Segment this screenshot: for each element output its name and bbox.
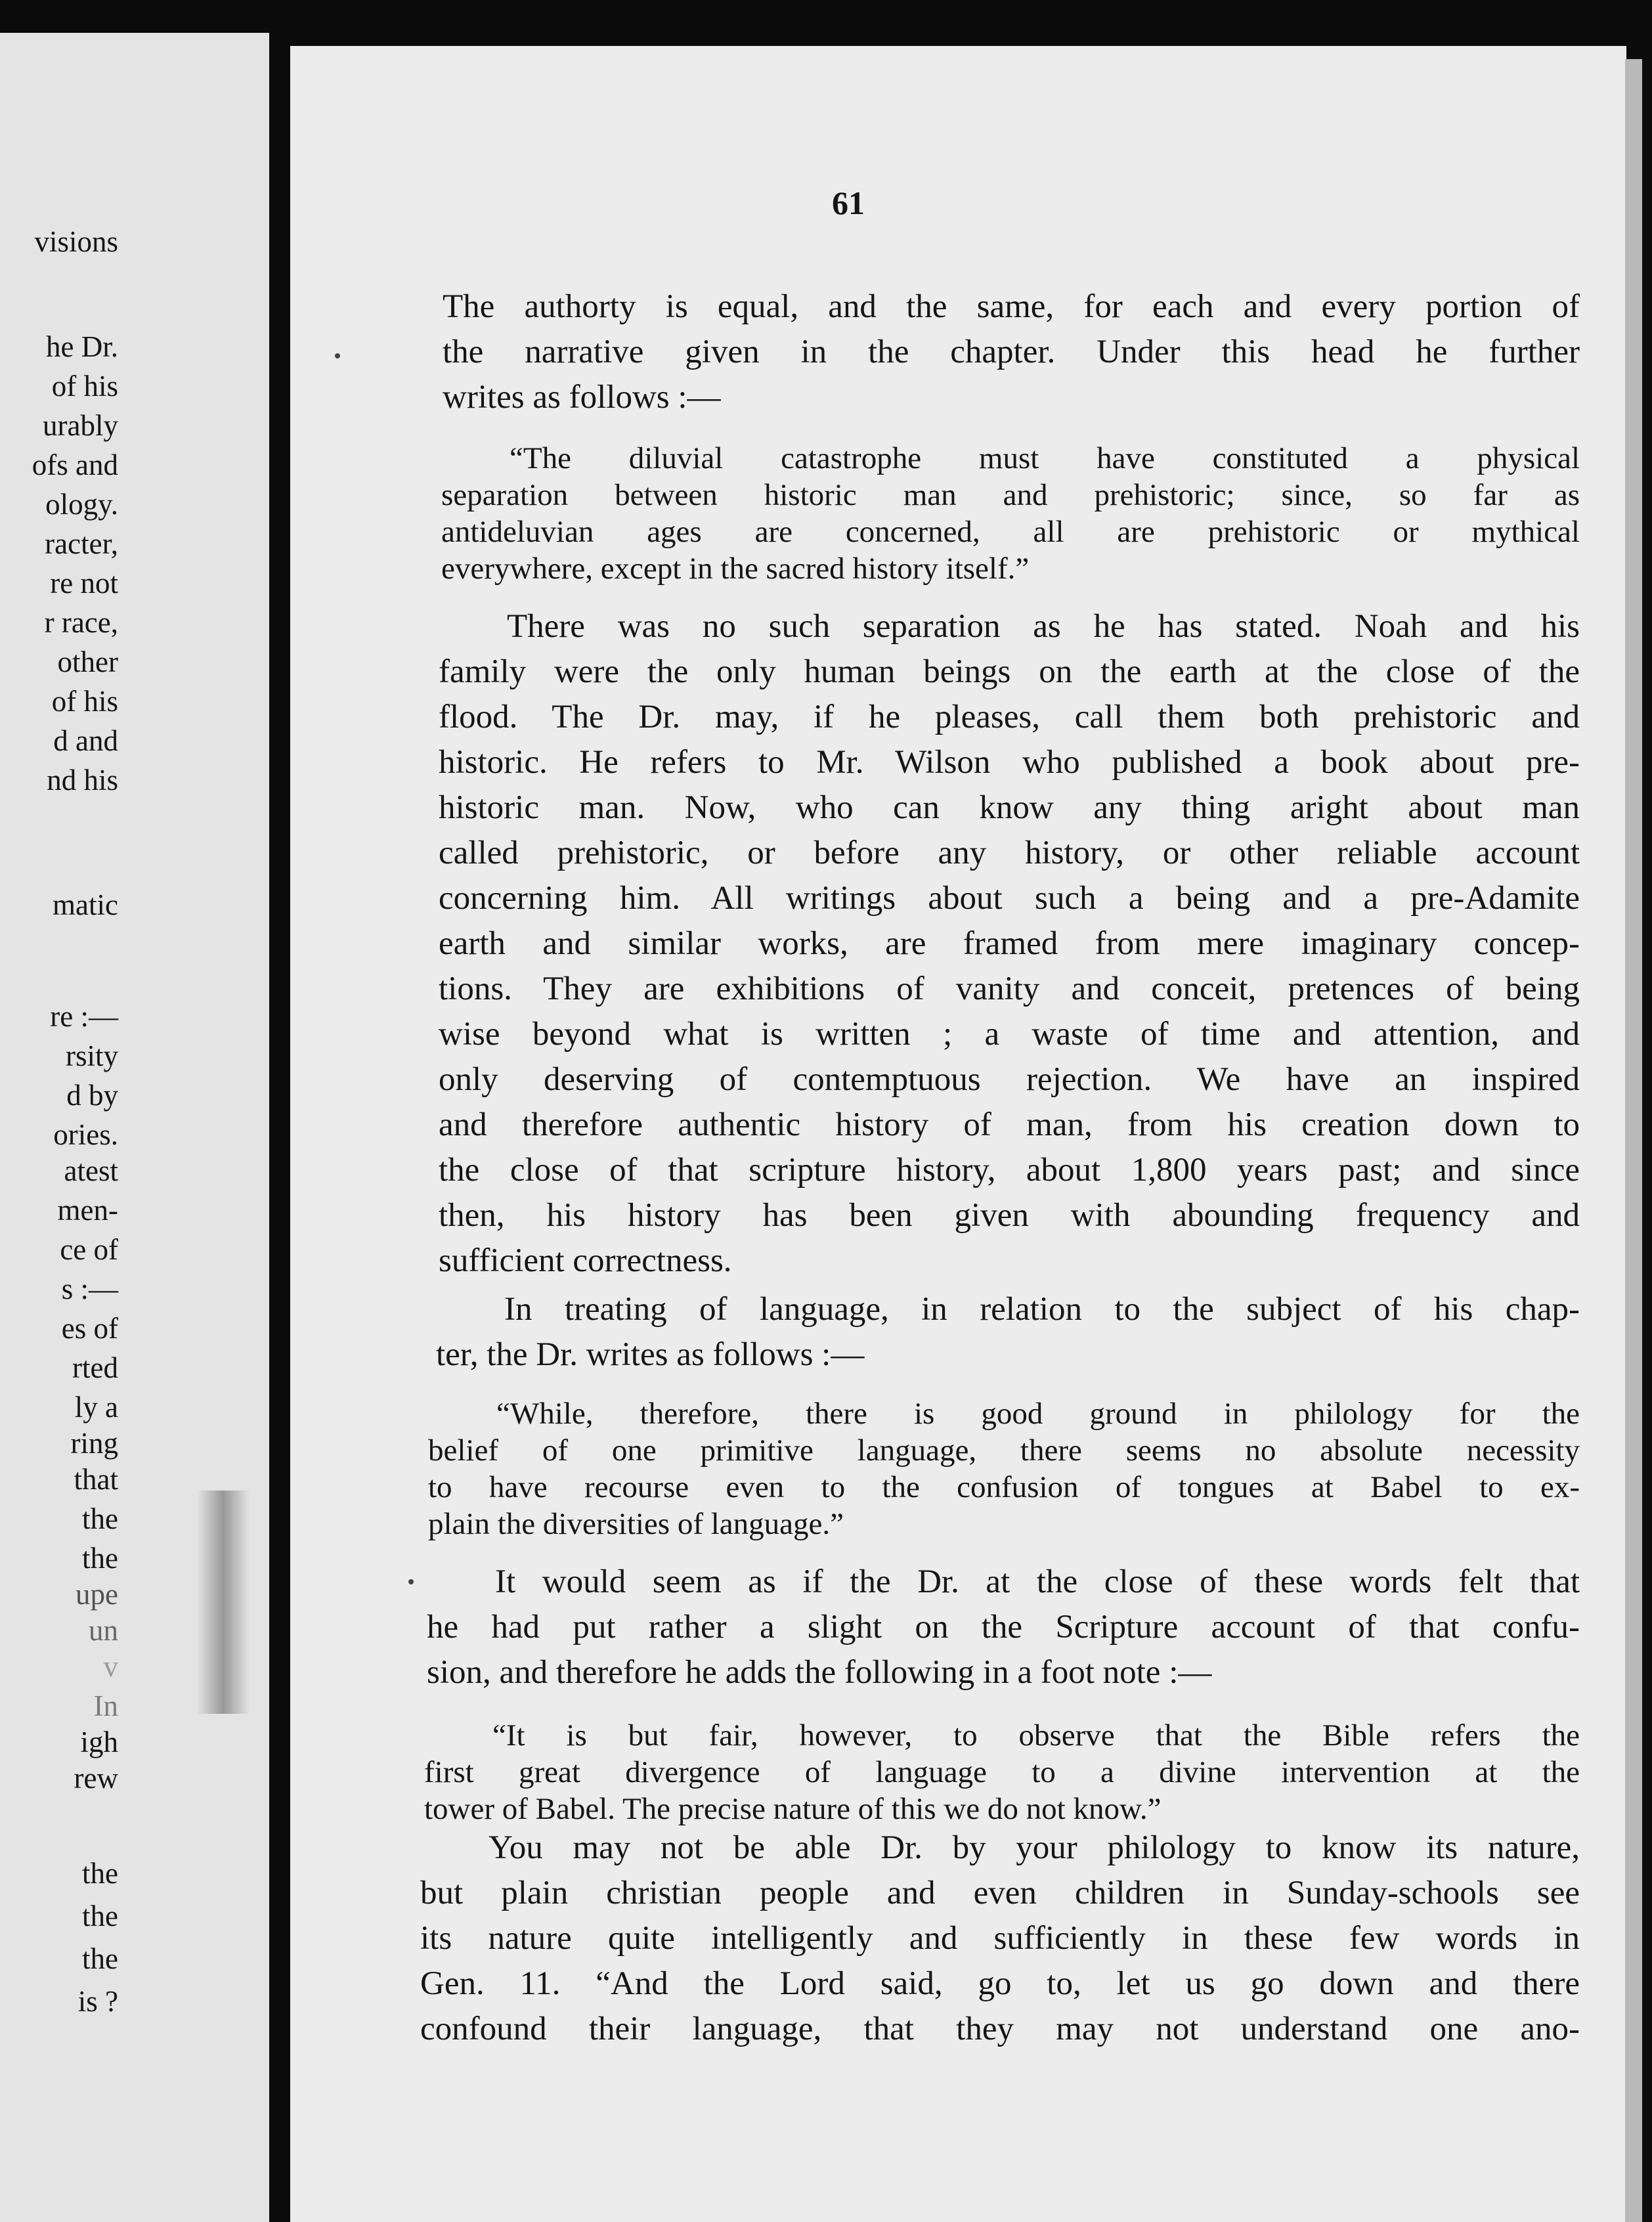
quote-philology bbox=[428, 1395, 1580, 1542]
left-page-fragment: ring bbox=[70, 1427, 118, 1460]
left-page-fragment: the bbox=[82, 1502, 118, 1535]
text-line: writes as follows :— bbox=[443, 379, 721, 416]
text-line: confound their language, that they may not understand one ano- bbox=[420, 2011, 1580, 2047]
text-line: sion, and therefore he adds the following in a foot note :— bbox=[427, 1654, 1212, 1691]
text-line: separation between historic man and prehistoric; since, so far as bbox=[441, 478, 1580, 512]
left-page-fragment: d by bbox=[66, 1079, 118, 1112]
text-line: “While, therefore, there is good ground in philology for the bbox=[496, 1397, 1580, 1431]
text-line: everywhere, except in the sacred history itself.” bbox=[441, 552, 1030, 586]
gutter-shadow bbox=[197, 1491, 250, 1714]
text-line: the narrative given in the chapter. Under this head he further bbox=[443, 334, 1580, 370]
left-page-fragment: the bbox=[82, 1942, 118, 1975]
left-page-fragment: the bbox=[82, 1857, 118, 1890]
text-line: sufficient correctness. bbox=[439, 1242, 732, 1279]
text-line: earth and similar works, are framed from mere imaginary concep- bbox=[439, 925, 1580, 962]
text-line: You may not be able Dr. by your philology to know its nature, bbox=[489, 1829, 1580, 1866]
left-page-fragment: ology. bbox=[45, 488, 118, 521]
text-line: wise beyond what is written ; a waste of time and attention, and bbox=[439, 1016, 1580, 1053]
left-page-fragment: ce of bbox=[60, 1233, 118, 1266]
text-line: antideluvian ages are concerned, all are prehistoric or mythical bbox=[441, 515, 1580, 549]
left-page-fragment: d and bbox=[53, 724, 118, 757]
text-line: tions. They are exhibitions of vanity and conceit, pretences of being bbox=[439, 970, 1580, 1007]
text-line: historic. He refers to Mr. Wilson who published a book about pre- bbox=[439, 744, 1580, 781]
left-page-fragment: racter, bbox=[45, 527, 118, 560]
left-page-fragment: he Dr. bbox=[46, 330, 118, 363]
left-page-fragment: that bbox=[74, 1463, 118, 1496]
left-page-fragment: ories. bbox=[53, 1118, 118, 1151]
left-page-fragment: igh bbox=[80, 1726, 118, 1758]
left-page-fragment: is ? bbox=[77, 1985, 118, 2018]
quote-bible bbox=[424, 1717, 1580, 1827]
left-page-fragment: men- bbox=[57, 1194, 118, 1227]
left-page-fragment: In bbox=[93, 1689, 118, 1722]
paragraph-language bbox=[436, 1287, 1580, 1378]
left-page-fragment: r race, bbox=[44, 606, 118, 639]
left-page-fragment: es of bbox=[61, 1312, 118, 1345]
left-page-fragment: of his bbox=[51, 370, 118, 403]
text-line: family were the only human beings on the earth at the close of the bbox=[439, 653, 1580, 690]
text-line: but plain christian people and even children in Sunday-schools see bbox=[420, 1875, 1580, 1911]
left-page-fragment: ofs and bbox=[32, 448, 118, 481]
text-line: plain the diversities of language.” bbox=[428, 1507, 844, 1541]
paragraph-nature bbox=[420, 1825, 1580, 2052]
text-line: “The diluvial catastrophe must have constituted a physical bbox=[510, 441, 1580, 475]
left-page-fragment: of his bbox=[51, 685, 118, 718]
text-line: only deserving of contemptuous rejection. We have an inspired bbox=[439, 1061, 1580, 1098]
page-number: 61 bbox=[832, 185, 865, 221]
text-line: concerning him. All writings about such a being and a pre-Adamite bbox=[439, 880, 1580, 917]
text-line: There was no such separation as he has stated. Noah and his bbox=[507, 608, 1580, 645]
left-page-fragment: un bbox=[89, 1614, 118, 1647]
text-line: called prehistoric, or before any history, or other reliable account bbox=[439, 835, 1580, 871]
text-line: first great divergence of language to a divine intervention at the bbox=[424, 1755, 1580, 1789]
text-line: belief of one primitive language, there seems no absolute necessity bbox=[428, 1433, 1580, 1468]
text-line: its nature quite intelligently and sufficiently in these few words in bbox=[420, 1920, 1580, 1957]
text-line: and therefore authentic history of man, from his creation down to bbox=[439, 1106, 1580, 1143]
quote-diluvial bbox=[441, 440, 1580, 587]
left-page-fragment: rew bbox=[74, 1762, 118, 1795]
left-page-fragment: visions bbox=[34, 225, 118, 258]
page-edge bbox=[1625, 59, 1642, 2222]
left-page-fragment: rted bbox=[72, 1351, 118, 1384]
left-page-fragment: the bbox=[82, 1900, 118, 1932]
left-page-fragment: urably bbox=[43, 409, 118, 442]
text-line: ter, the Dr. writes as follows :— bbox=[436, 1336, 865, 1373]
text-line: Gen. 11. “And the Lord said, go to, let us go down and there bbox=[420, 1965, 1580, 2002]
left-page-fragment: the bbox=[82, 1542, 118, 1575]
paragraph-footnote bbox=[427, 1559, 1580, 1695]
text-line: he had put rather a slight on the Scripture account of that confu- bbox=[427, 1609, 1580, 1645]
left-page-fragment: ly a bbox=[74, 1391, 118, 1424]
paragraph-separation bbox=[439, 604, 1580, 1284]
text-line: tower of Babel. The precise nature of this we do not know.” bbox=[424, 1792, 1162, 1826]
left-page-fragment: rsity bbox=[65, 1039, 118, 1072]
left-page-fragment: v bbox=[103, 1650, 118, 1683]
left-page-fragment: re not bbox=[50, 567, 118, 599]
left-page-fragment: nd his bbox=[47, 764, 118, 796]
left-page-fragment: atest bbox=[64, 1154, 118, 1187]
text-line: “It is but fair, however, to observe that the Bible refers the bbox=[492, 1718, 1580, 1753]
text-line: In treating of language, in relation to the subject of his chap- bbox=[504, 1291, 1580, 1328]
text-line: historic man. Now, who can know any thing aright about man bbox=[439, 789, 1580, 826]
left-page-fragment: re :— bbox=[50, 1000, 118, 1033]
paragraph-authority bbox=[443, 284, 1580, 420]
text-line: It would seem as if the Dr. at the close of these words felt that bbox=[495, 1563, 1580, 1600]
text-line: the close of that scripture history, about 1,800 years past; and since bbox=[439, 1152, 1580, 1188]
left-page bbox=[0, 33, 269, 2222]
left-page-fragment: upe bbox=[76, 1578, 118, 1611]
text-line: to have recourse even to the confusion of tongues at Babel to ex- bbox=[428, 1470, 1580, 1504]
left-page-fragment: other bbox=[57, 645, 118, 678]
left-page-fragment: matic bbox=[53, 888, 118, 921]
print-speck bbox=[408, 1579, 414, 1584]
text-line: then, his history has been given with abounding frequency and bbox=[439, 1197, 1580, 1234]
print-speck bbox=[335, 353, 340, 359]
right-page bbox=[290, 46, 1626, 2222]
text-line: flood. The Dr. may, if he pleases, call them both prehistoric and bbox=[439, 699, 1580, 735]
left-page-fragment: s :— bbox=[61, 1273, 118, 1305]
text-line: The authorty is equal, and the same, for each and every portion of bbox=[443, 288, 1580, 325]
